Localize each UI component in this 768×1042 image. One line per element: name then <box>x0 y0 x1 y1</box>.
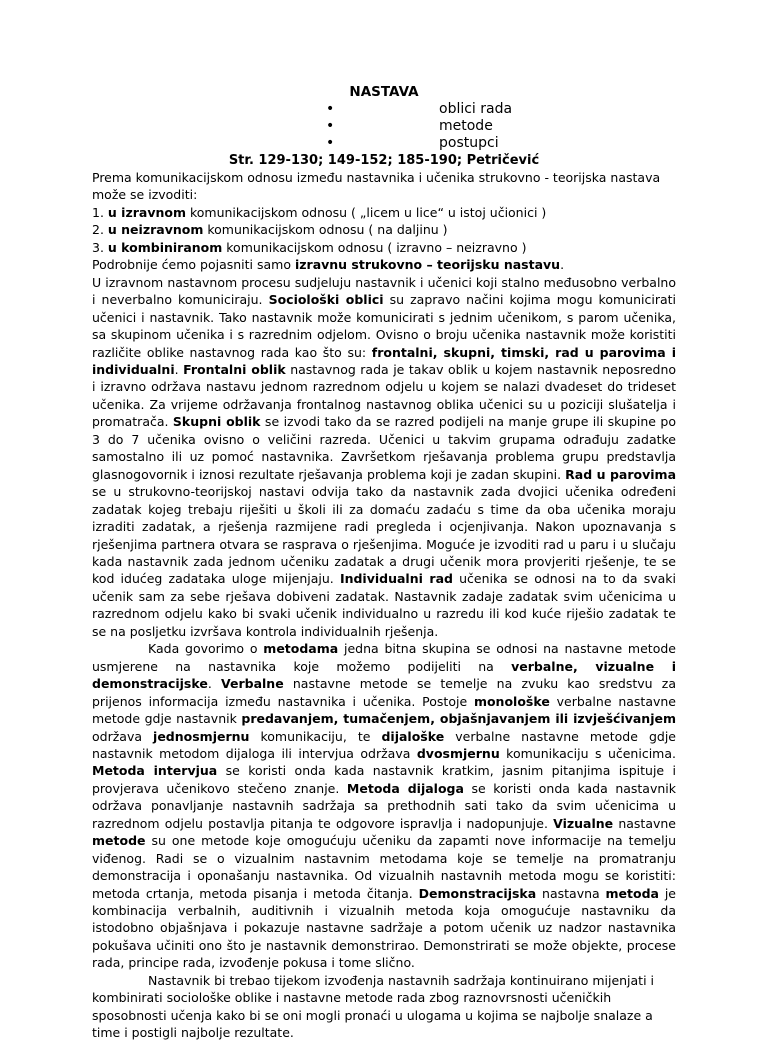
bullet-glyph: • <box>326 101 335 117</box>
bullet-label: postupci <box>439 135 499 151</box>
bullet-glyph: • <box>326 135 335 151</box>
bullet-label: oblici rada <box>439 101 513 117</box>
bullet-label: metode <box>439 118 493 134</box>
intro-item: 3. u kombiniranom komunikacijskom odnosu ( izravno – neizravno ) <box>92 239 527 255</box>
paragraph-social-forms: U izravnom nastavnom procesu sudjeluju nastavnik i učenici koji stalno međusobno verbalno i neverbalno komuniciraju. Sociološki oblici su zapravo načini kojima mogu komunicirati učenici i nastavnik. Tako nastavnik može komunicirati s jednim učenikom, s parom učenika, sa skupinom učenika i s razrednim odjelom. Ovisno o broju učenika nastavnik može koristiti različite oblike nastavnog rada kao što su: frontalni, skupni, timski, rad u parovima i individualni. Frontalni oblik nastavnog rada je takav oblik u kojem nastavnik neposredno i izravno održava nastavu jednom razrednom odjelu u kojem se nalazi dvadeset do trideset učenika. Za vrijeme održavanja frontalnog nastavnog oblika učenici su u poziciji slušatelja i promatrača. Skupni oblik se izvodi tako da se razred podijeli na manje grupe ili skupine po 3 do 7 učenika ovisno o veličini razreda. Učenici u takvim grupama odrađuju zadatke samostalno ili uz pomoć nastavnika. Završetkom rješavanja problema grupu predstavlja glasnogovornik i iznosi rezultate rješavanja problema koji je zadan skupini. Rad u parovima se u strukovno-teorijskoj nastavi odvija tako da nastavnik zada dvojici učenika određeni zadatak kojeg trebaju riješiti u školi ili za domaću zadaću s time da oba učenika moraju izraditi zadatak, a rješenja razmijene radi pregleda i ocjenjivanja. Nakon upoznavanja s rješenjima partnera otvara se rasprava o rješenjima. Moguće je izvoditi rad u paru i u slučaju kada nastavnik zada jednom učeniku zadatak a drugi učenik mora provjeriti rješenje, te se kod idućeg zadataka uloge mijenjaju. Individualni rad učenika se odnosi na to da svaki učenik sam za sebe rješava dobiveni zadatak. Nastavnik zadaje zadatak svim učenicima u razrednom odjelu kako bi svaki učenik individualno u razredu ili kod kuće riješio zadatak te se na posljetku izvršava kontrola individualnih rješenja. <box>92 274 677 639</box>
intro-item: 2. u neizravnom komunikacijskom odnosu ( na daljinu ) <box>92 222 448 238</box>
topic-bullet-list <box>92 101 676 152</box>
focus-line: Podrobnije ćemo pojasniti samo izravnu strukovno – teorijsku nastavu. <box>92 257 565 273</box>
paragraph-conclusion: Nastavnik bi trebao tijekom izvođenja nastavnih sadržaja kontinuirano mijenjati i kombinirati sociološke oblike i nastavne metode rada zbog raznovrsnosti učeničkih sposobnosti učenja kako bi se oni mogli pronaći u ulogama u kojima se najbolje snalaze a time i postigli najbolje rezultate. <box>92 972 655 1041</box>
intro-line: Prema komunikacijskom odnosu između nastavnika i učenika strukovno - teorijska nastava može se izvoditi: <box>92 170 661 203</box>
document-title: NASTAVA <box>349 84 419 100</box>
bullet-item <box>92 135 676 152</box>
bullet-item <box>92 118 676 135</box>
bullet-glyph: • <box>326 118 335 134</box>
bullet-item <box>92 101 676 118</box>
paragraph-methods: Kada govorimo o metodama jedna bitna skupina se odnosi na nastavne metode usmjerene na nastavnika koje možemo podijeliti na verbalne, vizualne i demonstracijske. Verbalne nastavne metode se temelje na zvuku kao sredstvu za prijenos informacija između nastavnika i učenika. Postoje monološke verbalne nastavne metode gdje nastavnik predavanjem, tumačenjem, objašnjavanjem ili izvješćivanjem održava jednosmjernu komunikaciju, te dijaloške verbalne nastavne metode gdje nastavnik metodom dijaloga ili intervjua održava dvosmjernu komunikaciju s učenicima. Metoda intervjua se koristi onda kada nastavnik kratkim, jasnim pitanjima ispituje i provjerava učenikovo stečeno znanje. Metoda dijaloga se koristi onda kada nastavnik održava ponavljanje nastavnih sadržaja sa prethodnih sati tako da svim učenicima u razrednom odjelu postavlja pitanja te odgovore ispravlja i nadopunjuje. Vizualne nastavne metode su one metode koje omogućuju učeniku da zapamti nove informacije na temelju viđenog. Radi se o vizualnim nastavnim metodama koje se temelje na promatranju demonstracija i oponašanju nastavnika. Od vizualnih nastavnih metoda mogu se koristiti: metoda crtanja, metoda pisanja i metoda čitanja. Demonstracijska nastavna metoda je kombinacija verbalnih, auditivnih i vizualnih metoda koja omogućuje nastavniku da istodobno objašnjava i pokazuje nastavne sadržaje a potom učenik uz nadzor nastavnika pokušava učiniti ono što je nastavnik demonstrirao. Demonstrirati se može objekte, procese rada, principe rada, izvođenje pokusa i tome slično. <box>92 641 677 971</box>
page-reference: Str. 129-130; 149-152; 185-190; Petričević <box>228 153 540 168</box>
intro-item: 1. u izravnom komunikacijskom odnosu ( „licem u lice“ u istoj učionici ) <box>92 204 547 220</box>
